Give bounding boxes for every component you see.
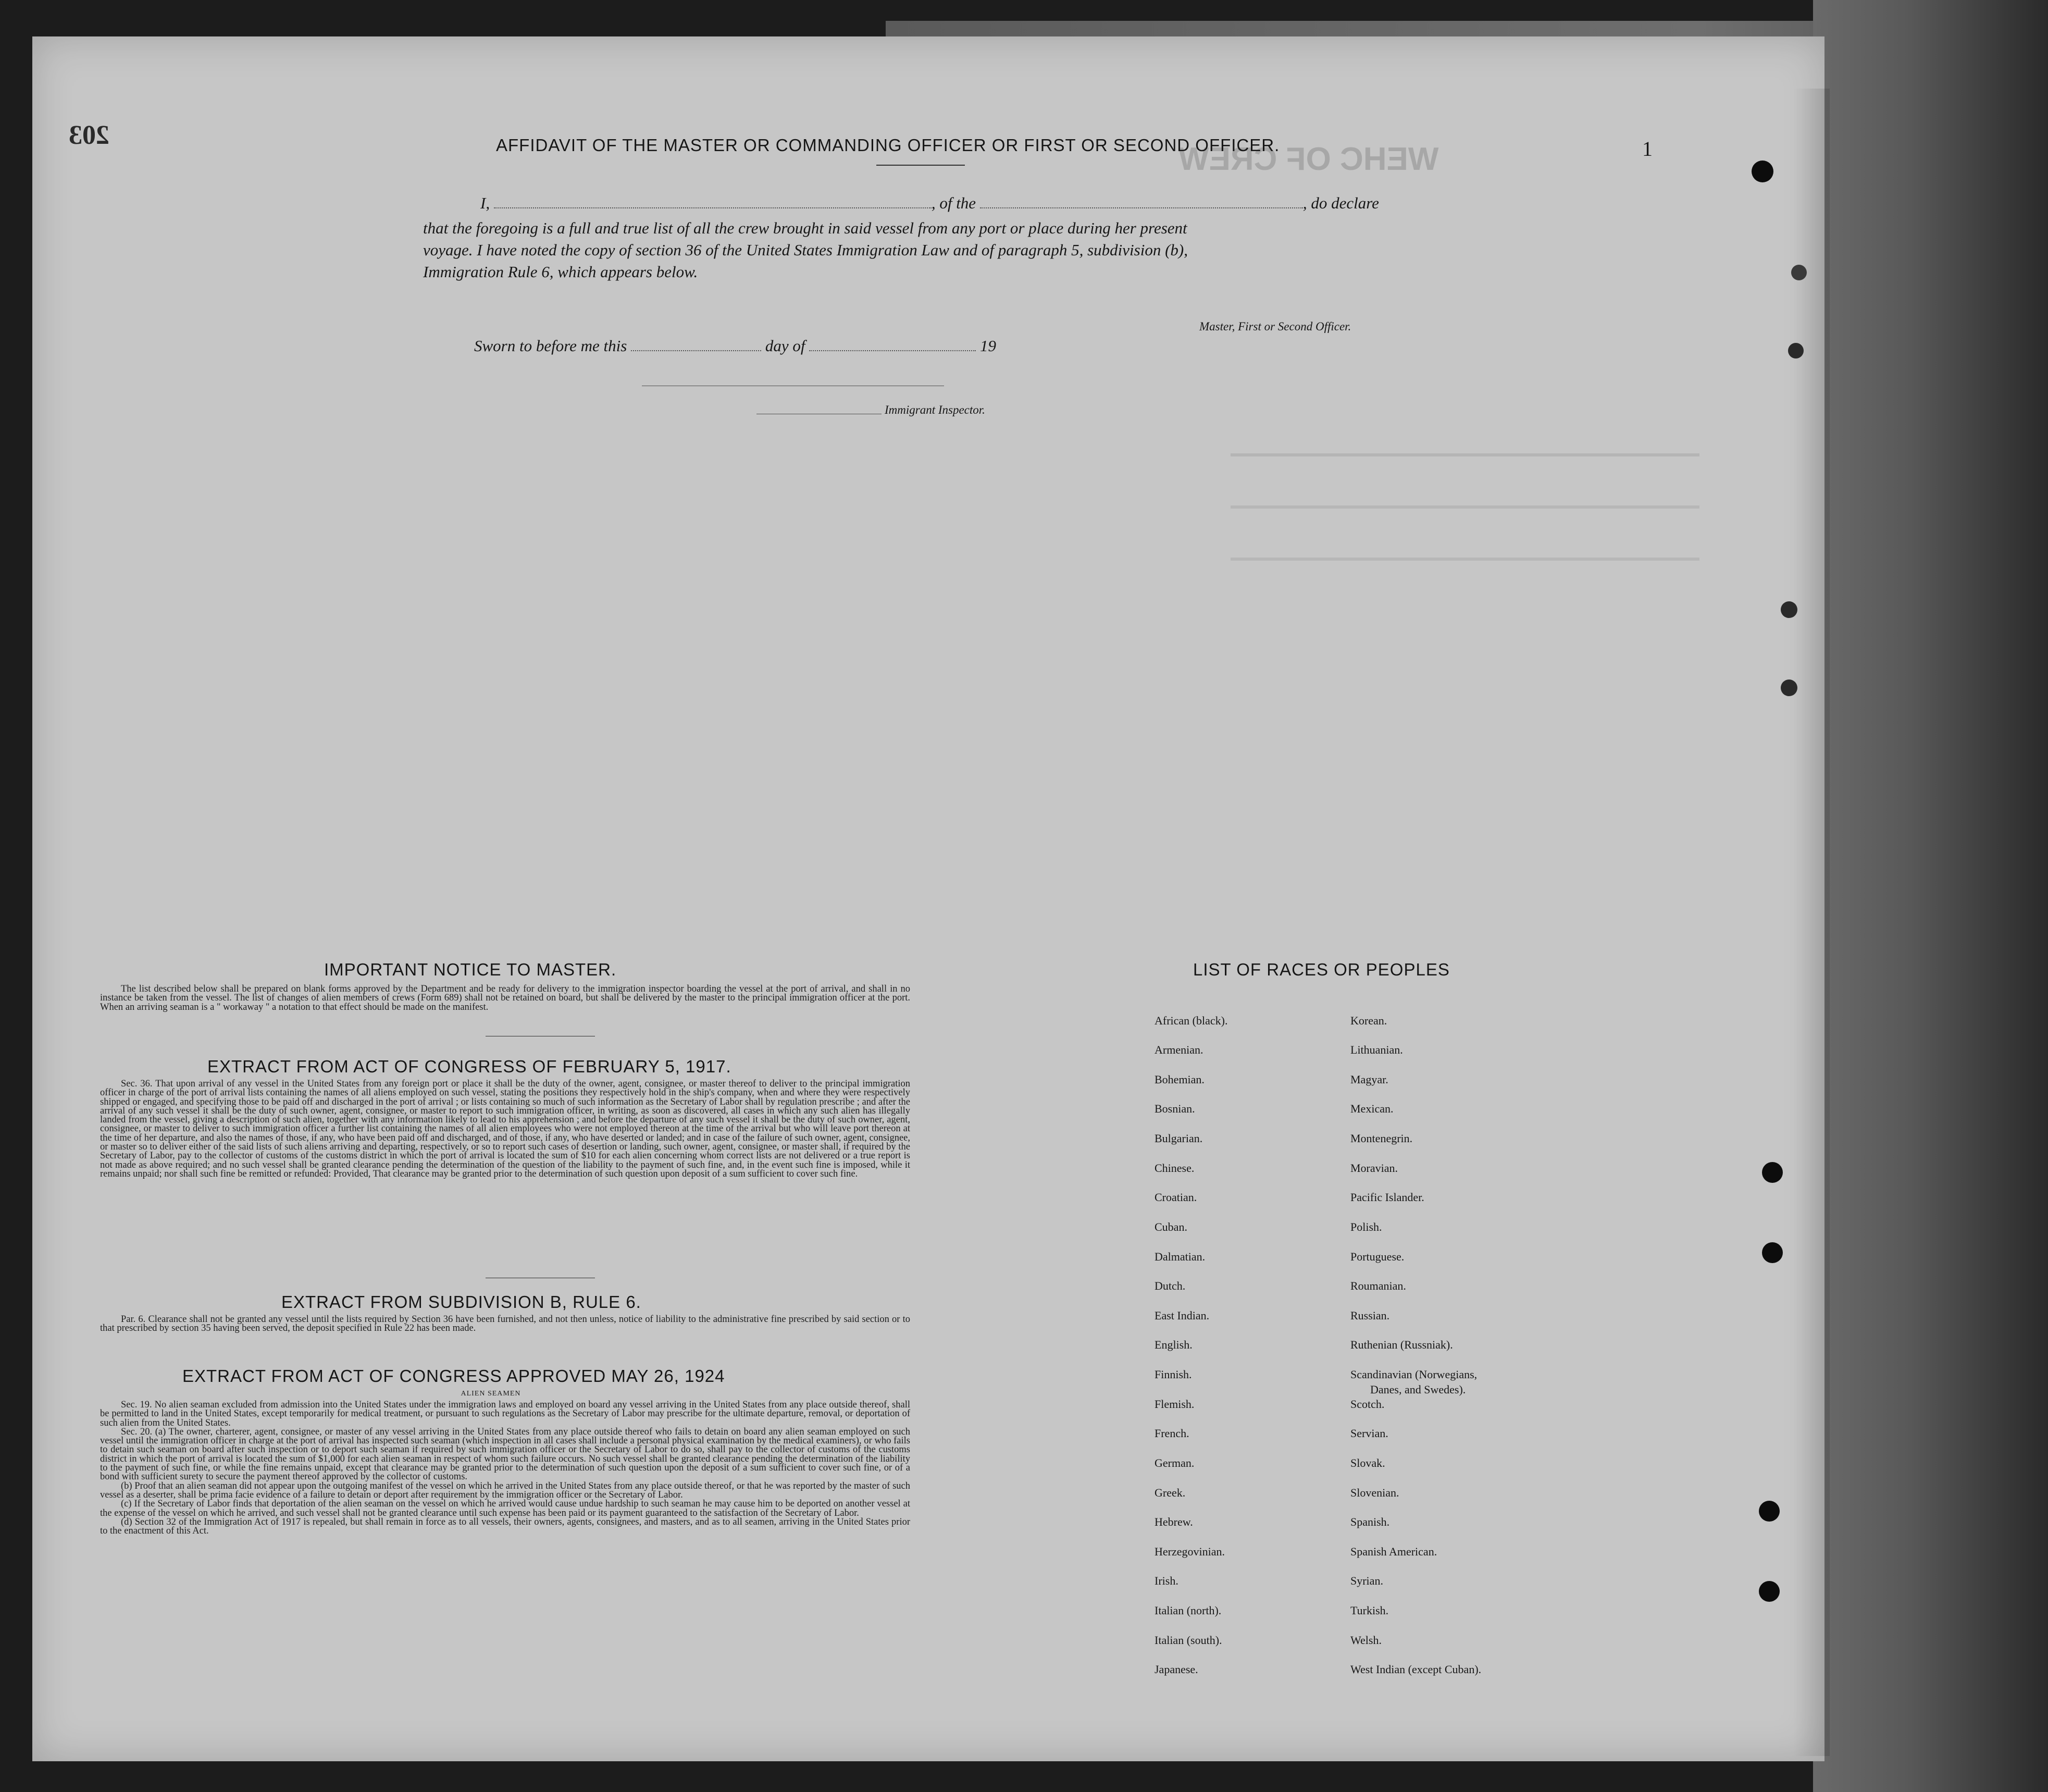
right-margin-mark: 1: [1642, 137, 1653, 160]
sec20a-paragraph: Sec. 20. (a) The owner, charterer, agent, consignee, or master of any vessel arriving in the United States from any place outside thereof who fails to detain on board any alien seaman employed on such vessel until the immigration officer in charge at the port of arrival has inspected such seaman (which inspection in all cases shall include a personal physical examination by the medical examiners), or who fails to detain such seaman on board after such inspection or to deport such seaman if required by such immigration officer or the Secretary of Labor to do so, shall pay to the collector of customs of the customs district in which the port of arrival is located the sum of $1,000 for each alien seaman in respect of whom such failure occurs. No such vessel shall be granted clearance pending the determination of the liability to the payment of such fine, or while the fine remains unpaid, except that clearance may be granted prior to the determination of such question upon the deposit of a sum sufficient to cover such fine, or of a bond with sufficient surety to secure the payment thereof approved by the collector of customs.: [100, 1426, 910, 1482]
affidavit-line-4: Immigration Rule 6, which appears below.: [423, 263, 698, 281]
race-item: Italian (north).: [1155, 1604, 1222, 1617]
affidavit-of-the: , of the: [931, 194, 976, 212]
race-item: Spanish American.: [1350, 1545, 1437, 1558]
race-item: Finnish.: [1155, 1368, 1192, 1381]
races-heading: LIST OF RACES OR PEOPLES: [1193, 960, 1450, 979]
race-item: Servian.: [1350, 1427, 1388, 1440]
race-item: Montenegrin.: [1350, 1132, 1413, 1145]
race-item: West Indian (except Cuban).: [1350, 1663, 1482, 1676]
race-item: Slovak.: [1350, 1456, 1385, 1469]
race-item: Polish.: [1350, 1220, 1382, 1233]
extract-1924-heading: EXTRACT FROM ACT OF CONGRESS APPROVED MAY 26, 1924: [182, 1366, 725, 1386]
day-blank[interactable]: [631, 339, 761, 351]
notice-text: [100, 985, 910, 1012]
race-item: Ruthenian (Russniak).: [1350, 1338, 1453, 1351]
punch-hole: [1781, 601, 1797, 618]
race-item: Bosnian.: [1155, 1102, 1195, 1115]
race-item: East Indian.: [1155, 1309, 1210, 1322]
bleed-through-line: [1231, 558, 1699, 561]
punch-hole: [1781, 679, 1797, 696]
race-item: French.: [1155, 1427, 1189, 1440]
race-item: Dutch.: [1155, 1279, 1186, 1292]
document-page: [32, 36, 1824, 1761]
race-item: Korean.: [1350, 1014, 1387, 1027]
bleed-through-line: [1231, 453, 1699, 456]
punch-hole: [1788, 343, 1804, 359]
affidavit-line-2: that the foregoing is a full and true list of all the crew brought in said vessel from any port or place during her present: [423, 219, 1187, 237]
race-item: Cuban.: [1155, 1220, 1187, 1233]
race-item: Flemish.: [1155, 1398, 1195, 1411]
extract-1924-subheading: ALIEN SEAMEN: [461, 1390, 521, 1398]
race-item: Croatian.: [1155, 1191, 1197, 1204]
rule6-text: [100, 1315, 910, 1333]
day-of-text: day of: [765, 337, 805, 355]
race-item: Turkish.: [1350, 1604, 1389, 1617]
bleed-through-line: [1231, 505, 1699, 509]
race-item: German.: [1155, 1456, 1195, 1469]
race-item: Portuguese.: [1350, 1250, 1405, 1263]
race-item: Spanish.: [1350, 1515, 1390, 1528]
race-item: Slovenian.: [1350, 1486, 1399, 1499]
race-item: Italian (south).: [1155, 1634, 1222, 1647]
affidavit-heading: AFFIDAVIT OF THE MASTER OR COMMANDING OFFICER OR FIRST OR SECOND OFFICER.: [496, 135, 1280, 155]
race-item: Mexican.: [1350, 1102, 1394, 1115]
affidavit-i: I,: [480, 194, 490, 212]
sec19-paragraph: Sec. 19. No alien seaman excluded from admission into the United States under the immigration laws and employed on board any vessel arriving in the United States from any place outside thereof, shall be permitted to land in the United States, except temporarily for medical treatment, or pursuant to such regulations as the Secretary of Labor may prescribe for the ultimate departure, removal, or deportation of such alien from the United States.: [100, 1400, 910, 1428]
race-item: Lithuanian.: [1350, 1043, 1403, 1056]
punch-hole: [1791, 265, 1807, 280]
vessel-blank[interactable]: [980, 196, 1303, 208]
bleed-through-heading: WEHC OF CREW: [1178, 141, 1439, 177]
sworn-line: [474, 337, 996, 355]
sec20b-paragraph: (b) Proof that an alien seaman did not appear upon the outgoing manifest of the vessel on which he arrived in the United States from any place outside thereof, or that he was reported by the master of such vessel as a deserter, shall be prima facie evidence of a failure to detain or deport after requirement by the immigration officer or the Secretary of Labor.: [100, 1480, 910, 1500]
race-item: Scotch.: [1350, 1398, 1385, 1411]
affidavit-declare: , do declare: [1302, 194, 1379, 212]
sec20d-paragraph: (d) Section 32 of the Immigration Act of 1917 is repealed, but shall remain in force as to all vessels, their owners, agents, consignees, and masters, and as to all seamen, arriving in the United States prior to the enactment of this Act.: [100, 1516, 910, 1537]
extract-1917-text: [100, 1080, 910, 1179]
month-blank[interactable]: [809, 339, 976, 351]
punch-hole: [1752, 160, 1773, 182]
sec20c-paragraph: (c) If the Secretary of Labor finds that deportation of the alien seaman on the vessel on which he arrived would cause undue hardship to such seaman he may cause him to be deported on another vessel at the expense of the vessel on which he arrived, and such vessel shall not be granted clearance until such expense has been paid or its payment guaranteed to the satisfaction of the Secretary of Labor.: [100, 1499, 910, 1518]
notice-paragraph: The list described below shall be prepared on blank forms approved by the Department and be ready for delivery to the immigration inspector boarding the vessel at the port of arrival, and shall in no instance be taken from the vessel. The list of changes of alien members of crews (Form 689) shall not be retained on board, but shall be delivered by the master to the principal immigration officer at the port. When an arriving seaman is a " workaway " a notation to that effect should be made on the manifest.: [100, 984, 910, 1012]
punch-hole: [1762, 1162, 1783, 1183]
race-item: English.: [1155, 1338, 1193, 1351]
affidavit-line-3: voyage. I have noted the copy of section 36 of the United States Immigration Law and of paragraph 5, subdivision (b),: [423, 241, 1188, 259]
rule6-heading: EXTRACT FROM SUBDIVISION B, RULE 6.: [281, 1292, 641, 1312]
race-item: Bohemian.: [1155, 1073, 1205, 1086]
race-item: Dalmatian.: [1155, 1250, 1206, 1263]
sworn-text: Sworn to before me this: [474, 337, 627, 355]
race-item: African (black).: [1155, 1014, 1228, 1027]
race-item: Roumanian.: [1350, 1279, 1406, 1292]
race-item: Greek.: [1155, 1486, 1186, 1499]
page-edge-shadow: [1793, 89, 1830, 1756]
notice-heading: IMPORTANT NOTICE TO MASTER.: [324, 960, 617, 979]
race-item: Magyar.: [1350, 1073, 1388, 1086]
race-item: Danes, and Swedes).: [1370, 1383, 1466, 1396]
race-item: Armenian.: [1155, 1043, 1203, 1056]
race-item: Syrian.: [1350, 1574, 1383, 1587]
master-signature-label: Master, First or Second Officer.: [1199, 320, 1351, 333]
extract-1924-text: [100, 1401, 910, 1536]
race-item: Herzegovinian.: [1155, 1545, 1225, 1558]
extract-1917-heading: EXTRACT FROM ACT OF CONGRESS OF FEBRUARY 5, 1917.: [207, 1057, 731, 1076]
race-item: Hebrew.: [1155, 1515, 1193, 1528]
punch-hole: [1759, 1501, 1780, 1522]
affidavit-line-1: [480, 194, 1379, 213]
page-number: 203: [69, 120, 109, 150]
race-item: Irish.: [1155, 1574, 1178, 1587]
extract-1917-paragraph: Sec. 36. That upon arrival of any vessel in the United States from any foreign port or place it shall be the duty of the owner, agent, consignee, or master thereof to deliver to the principal immigration officer in charge of the port of arrival lists containing the names of all aliens employed on such vessel, stating the positions they respectively hold in the ship's company, when and where they were respectively shipped or engaged, and specifying those to be paid off and discharged in the port of arrival ; or lists containing so much of such information as the Secretary of Labor shall by regulation prescribe ; and after the arrival of any such vessel it shall be the duty of such owner, agent, consignee, or master to report to such immigration officer, in writing, as soon as discovered, all cases in which any such alien has illegally landed from the vessel, giving a description of such alien, together with any information likely to lead to his apprehension ; and before the departure of any such vessel it shall be the duty of such owner, agent, consignee, or master to deliver to such immigration officer a further list containing the names of all alien employees who were not employed thereon at the time of the arrival but who will leave port thereon at the time of her departure, and also the names of those, if any, who have been paid off and discharged, and of those, if any, who have deserted or landed; and in case of the failure of such owner, agent, consignee, or master so to deliver either of the said lists of such aliens arriving and departing, respectively, or so to report such cases of desertion or landing, such owner, agent, consignee, or master shall, if required by the Secretary of Labor, pay to the collector of customs of the customs district in which the port of arrival is located the sum of $10 for each alien concerning whom correct lists are not delivered or a true report is not made as above required; and no such vessel shall be granted clearance pending the determination of the question of the liability to the payment of such fine, and, in the event such fine is imposed, while it remains unpaid; nor shall such fine be remitted or refunded: Provided, That clearance may be granted prior to the determination of such question upon deposit of a sum sufficient to cover such fine.: [100, 1079, 910, 1179]
race-item: Chinese.: [1155, 1161, 1195, 1175]
inspector-signature-label: Immigrant Inspector.: [885, 403, 985, 416]
punch-hole: [1762, 1242, 1783, 1263]
race-item: Pacific Islander.: [1350, 1191, 1424, 1204]
race-item: Scandinavian (Norwegians,: [1350, 1368, 1478, 1381]
race-item: Moravian.: [1350, 1161, 1398, 1175]
race-item: Welsh.: [1350, 1634, 1382, 1647]
underlying-page-edge: [1813, 0, 2048, 1792]
name-blank[interactable]: [494, 196, 932, 208]
punch-hole: [1759, 1581, 1780, 1602]
affidavit-rule: [876, 165, 965, 166]
race-item: Japanese.: [1155, 1663, 1198, 1676]
year-text: 19: [979, 337, 996, 355]
race-item: Bulgarian.: [1155, 1132, 1203, 1145]
rule6-paragraph: Par. 6. Clearance shall not be granted any vessel until the lists required by Section 36 have been furnished, and not then unless, notice of liability to the administrative fine prescribed by said section or to that prescribed by section 35 having been served, the deposit specified in Rule 22 has been made.: [100, 1314, 910, 1334]
race-item: Russian.: [1350, 1309, 1390, 1322]
